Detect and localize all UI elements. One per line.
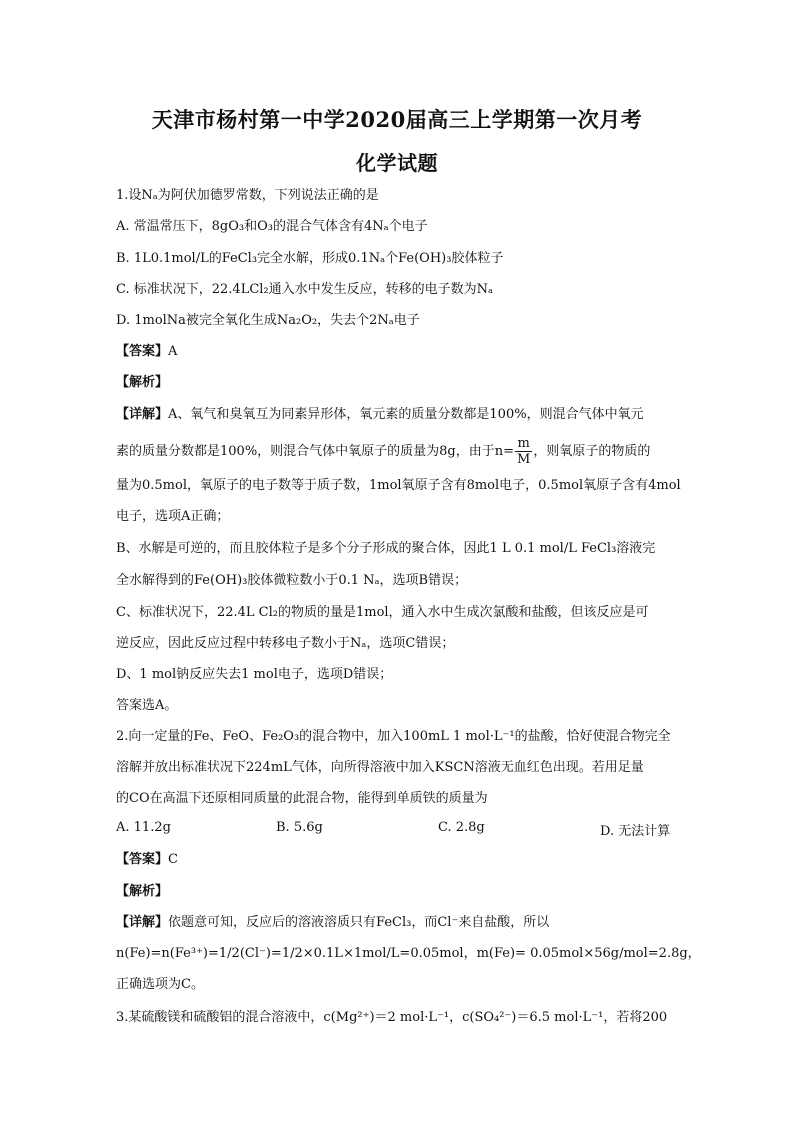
answer-value: C	[168, 852, 178, 867]
q2-option-a: A. 11.2g	[116, 820, 171, 835]
q2-stem-line-3: 的CO在高温下还原相同质量的此混合物，能得到单质铁的质量为	[116, 791, 488, 806]
q1-detail-line-4: 电子，选项A正确；	[116, 509, 230, 524]
q1-stem: 1.设Nₐ为阿伏加德罗常数，下列说法正确的是	[116, 188, 379, 203]
q1-detail-line-2	[116, 436, 682, 467]
fraction-denominator: M	[517, 452, 531, 467]
q1-detail-line-1	[116, 406, 682, 424]
q1-answer	[116, 343, 682, 361]
q1-detail-line-6: 全水解得到的Fe(OH)₃胶体微粒数小于0.1 Nₐ，选项B错误；	[116, 573, 468, 588]
q2-stem-line-2: 溶解并放出标准状况下224mL气体，向所得溶液中加入KSCN溶液无血红色出现。若用足量	[116, 760, 644, 775]
q2-analysis-label: 【解析】	[116, 884, 169, 899]
q1-detail-line-7: C、标准状况下，22.4L Cl₂的物质的量是1mol，通入水中生成次氯酸和盐酸，但该反应是可	[116, 605, 649, 620]
q1-detail-line-3: 量为0.5mol，氧原子的电子数等于质子数，1mol氧原子含有8mol电子，0.5mol氧原子含有4mol	[116, 478, 681, 493]
answer-label: 【答案】	[116, 344, 169, 359]
detail-label: 【详解】	[116, 915, 169, 930]
q2-answer	[116, 851, 682, 869]
q1-detail-line-9: D、1 mol钠反应失去1 mol电子，选项D错误；	[116, 667, 393, 682]
q1-conclusion: 答案选A。	[116, 698, 178, 713]
detail-text: ，则氧原子的物质的	[533, 444, 651, 459]
q2-detail-line-1	[116, 914, 682, 932]
answer-value: A	[168, 344, 178, 359]
q1-option-c: C. 标准状况下，22.4LCl₂通入水中发生反应，转移的电子数为Nₐ	[116, 282, 494, 297]
q1-detail-line-5: B、水解是可逆的，而且胶体粒子是多个分子形成的聚合体，因此1 L 0.1 mol/L FeCl₃溶液完	[116, 541, 656, 556]
q1-option-a: A. 常温常压下，8gO₃和O₃的混合气体含有4Nₐ个电子	[116, 219, 428, 234]
q2-detail-line-2: n(Fe)=n(Fe³⁺)=1/2(Cl⁻)=1/2×0.1L×1mol/L=0.05mol，m(Fe)= 0.05mol×56g/mol=2.8g，	[116, 946, 701, 961]
detail-text: 素的质量分数都是100%，则混合气体中氧原子的质量为8g，由于n=	[116, 444, 515, 459]
fraction-numerator: m	[515, 436, 532, 452]
q2-stem-line-1: 2.向一定量的Fe、FeO、Fe₂O₃的混合物中，加入100mL 1 mol·L⁻¹的盐酸，恰好使混合物完全	[116, 729, 671, 744]
q2-options	[116, 820, 682, 840]
document-title: 天津市杨村第一中学2020届高三上学期第一次月考	[151, 107, 643, 132]
q2-option-d: D. 无法计算	[600, 824, 671, 839]
q3-stem-line-1: 3.某硫酸镁和硫酸铝的混合溶液中，c(Mg²⁺)＝2 mol·L⁻¹，c(SO₄²⁻)＝6.5 mol·L⁻¹，若将200	[116, 1010, 668, 1025]
detail-text: A、氧气和臭氧互为同素异形体，氧元素的质量分数都是100%，则混合气体中氧元	[168, 407, 644, 422]
detail-text: 依题意可知，反应后的溶液溶质只有FeCl₃，而Cl⁻来自盐酸，所以	[168, 915, 550, 930]
fraction-m-over-m	[515, 436, 532, 467]
q2-conclusion: 正确选项为C。	[116, 977, 204, 992]
detail-label: 【详解】	[116, 407, 169, 422]
answer-label: 【答案】	[116, 852, 169, 867]
q2-option-c: C. 2.8g	[438, 820, 485, 835]
q1-analysis-label: 【解析】	[116, 375, 169, 390]
document-subtitle: 化学试题	[356, 151, 438, 175]
q1-option-b: B. 1L0.1mol/L的FeCl₃完全水解，形成0.1Nₐ个Fe(OH)₃胶体粒子	[116, 251, 504, 266]
q1-detail-line-8: 逆反应，因此反应过程中转移电子数小于Nₐ，选项C错误；	[116, 636, 455, 651]
q2-option-b: B. 5.6g	[276, 820, 323, 835]
q1-option-d: D. 1molNa被完全氧化生成Na₂O₂，失去个2Nₐ电子	[116, 313, 420, 328]
